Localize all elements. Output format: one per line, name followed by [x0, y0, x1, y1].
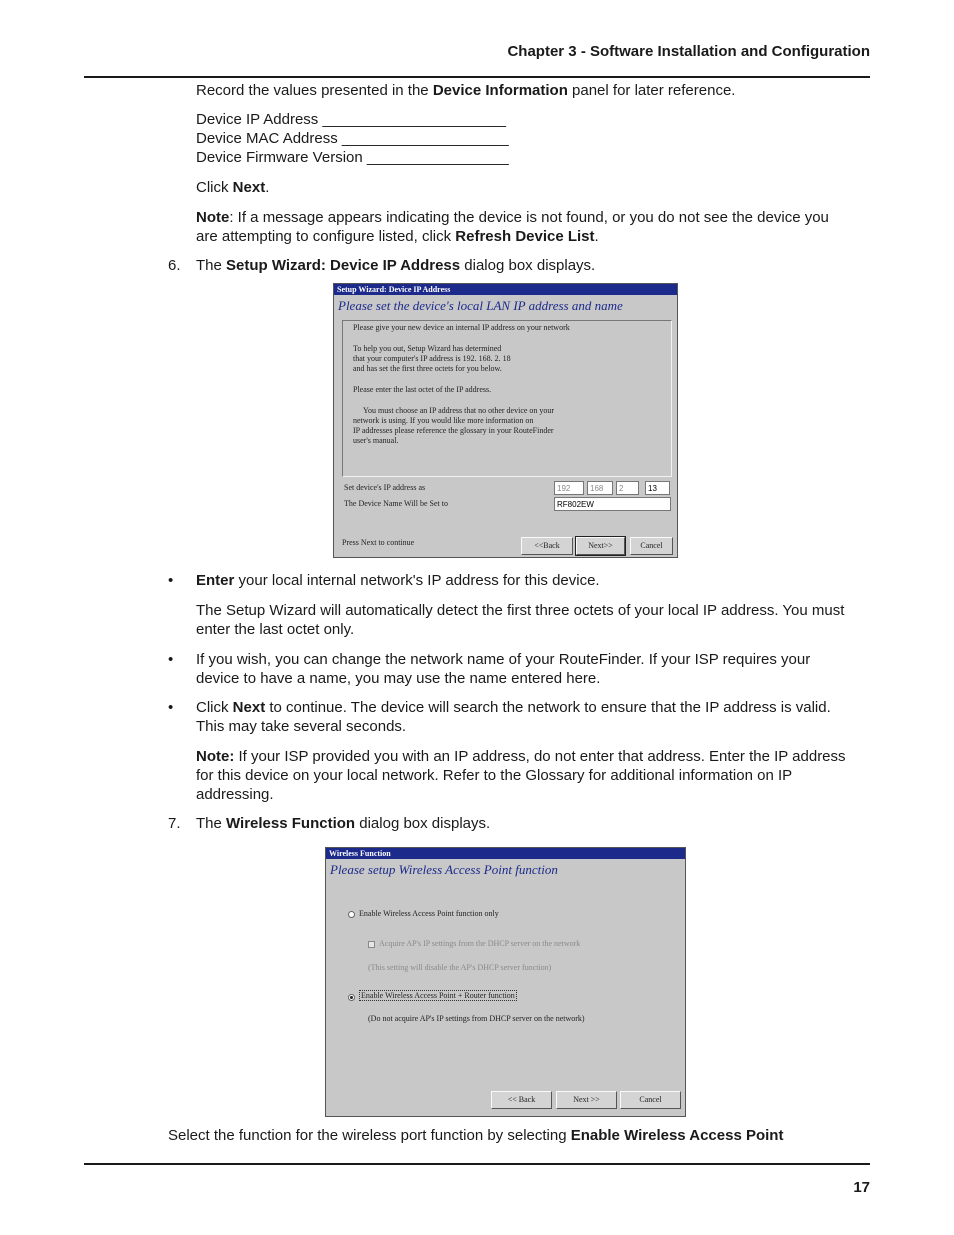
- step-7-text: The Wireless Function dialog box displays.: [196, 815, 491, 832]
- wireless-function-dialog: [325, 847, 686, 1117]
- checkbox-acquire-dhcp[interactable]: [368, 941, 375, 948]
- record-field-mac: Device MAC Address ____________________: [196, 130, 509, 147]
- bullet-marker: •: [168, 572, 174, 589]
- status-text: Press Next to continue: [342, 538, 415, 547]
- ip-octet-4[interactable]: [645, 481, 670, 495]
- ap-router-note: (Do not acquire AP's IP settings from DHCP server on the network): [368, 1014, 585, 1023]
- ip-octet-2[interactable]: [587, 481, 613, 495]
- back-button[interactable]: << Back: [491, 1091, 552, 1109]
- option-ap-router-label: Enable Wireless Access Point + Router function: [361, 991, 515, 1000]
- cancel-button[interactable]: Cancel: [620, 1091, 681, 1109]
- device-name-input[interactable]: [554, 497, 671, 511]
- bullet-change-name: If you wish, you can change the network name of your RouteFinder. If your ISP requires your device to have a name, you may use the name entered here.: [196, 651, 811, 687]
- instructions-panel: Please give your new device an internal IP address on your network To help you out, Setup Wizard has determined that your computer's IP address is 192. 168. 2. 18 and has set the first three octets for you below. Please enter the last octet of the IP address. You must choose an IP address that no other device on your network is using. If you would like more information on IP addresses please reference the glossary in your RouteFinder user's manual.: [342, 320, 672, 477]
- record-field-ip: Device IP Address ______________________: [196, 111, 506, 128]
- dialog-title-bar: Setup Wizard: Device IP Address: [334, 284, 677, 295]
- paragraph-auto-detect: The Setup Wizard will automatically detect the first three octets of your local IP address. You must enter the last octet only.: [196, 602, 845, 638]
- bullet-click-next: Click Next to continue. The device will search the network to ensure that the IP address is valid. This may take several seconds.: [196, 699, 831, 735]
- note-isp: Note: If your ISP provided you with an IP address, do not enter that address. Enter the IP address for this device on your local network. Refer to the Glossary for additional information on IP addressing.: [196, 748, 846, 803]
- intro-paragraph: Record the values presented in the Device Information panel for later reference.: [196, 82, 736, 99]
- option-ap-only-label: Enable Wireless Access Point function only: [359, 909, 499, 918]
- back-button[interactable]: <<Back: [521, 537, 573, 555]
- step-6-text: The Setup Wizard: Device IP Address dialog box displays.: [196, 257, 596, 274]
- dialog-heading: Please set the device's local LAN IP address and name: [338, 298, 623, 313]
- bullet-marker: •: [168, 651, 174, 668]
- record-fields: [196, 110, 846, 167]
- final-instruction: Select the function for the wireless port function by selecting Enable Wireless Access Point: [168, 1127, 784, 1144]
- device-name-label: The Device Name Will be Set to: [344, 499, 448, 508]
- next-button[interactable]: Next>>: [576, 537, 625, 555]
- dialog-heading: Please setup Wireless Access Point function: [330, 862, 558, 877]
- acquire-dhcp-label: Acquire AP's IP settings from the DHCP server on the network: [379, 939, 581, 948]
- dialog-title-bar: Wireless Function: [326, 848, 685, 859]
- step-6-number: 6.: [168, 257, 181, 274]
- click-next-paragraph: Click Next.: [196, 179, 270, 196]
- ip-address-label: Set device's IP address as: [344, 483, 426, 492]
- page-number: 17: [853, 1179, 870, 1196]
- radio-ap-only[interactable]: [348, 911, 355, 918]
- record-field-firmware: Device Firmware Version _________________: [196, 149, 509, 166]
- ip-octet-1[interactable]: [554, 481, 584, 495]
- chapter-title: Chapter 3 - Software Installation and Configuration: [507, 43, 870, 60]
- bullet-marker: •: [168, 699, 174, 716]
- radio-ap-router[interactable]: [348, 994, 355, 1001]
- dhcp-disable-note: (This setting will disable the AP's DHCP server function): [368, 963, 552, 972]
- note-device-not-found: Note: If a message appears indicating the device is not found, or you do not see the device you are attempting to configure listed, click Refresh Device List.: [196, 209, 829, 245]
- ip-octet-3[interactable]: [616, 481, 639, 495]
- header-rule: [84, 76, 870, 78]
- footer-rule: [84, 1163, 870, 1165]
- step-7-number: 7.: [168, 815, 181, 832]
- bullet-enter-ip: Enter your local internal network's IP address for this device.: [196, 572, 600, 589]
- cancel-button[interactable]: Cancel: [630, 537, 673, 555]
- device-ip-dialog: [333, 283, 678, 558]
- next-button[interactable]: Next >>: [556, 1091, 617, 1109]
